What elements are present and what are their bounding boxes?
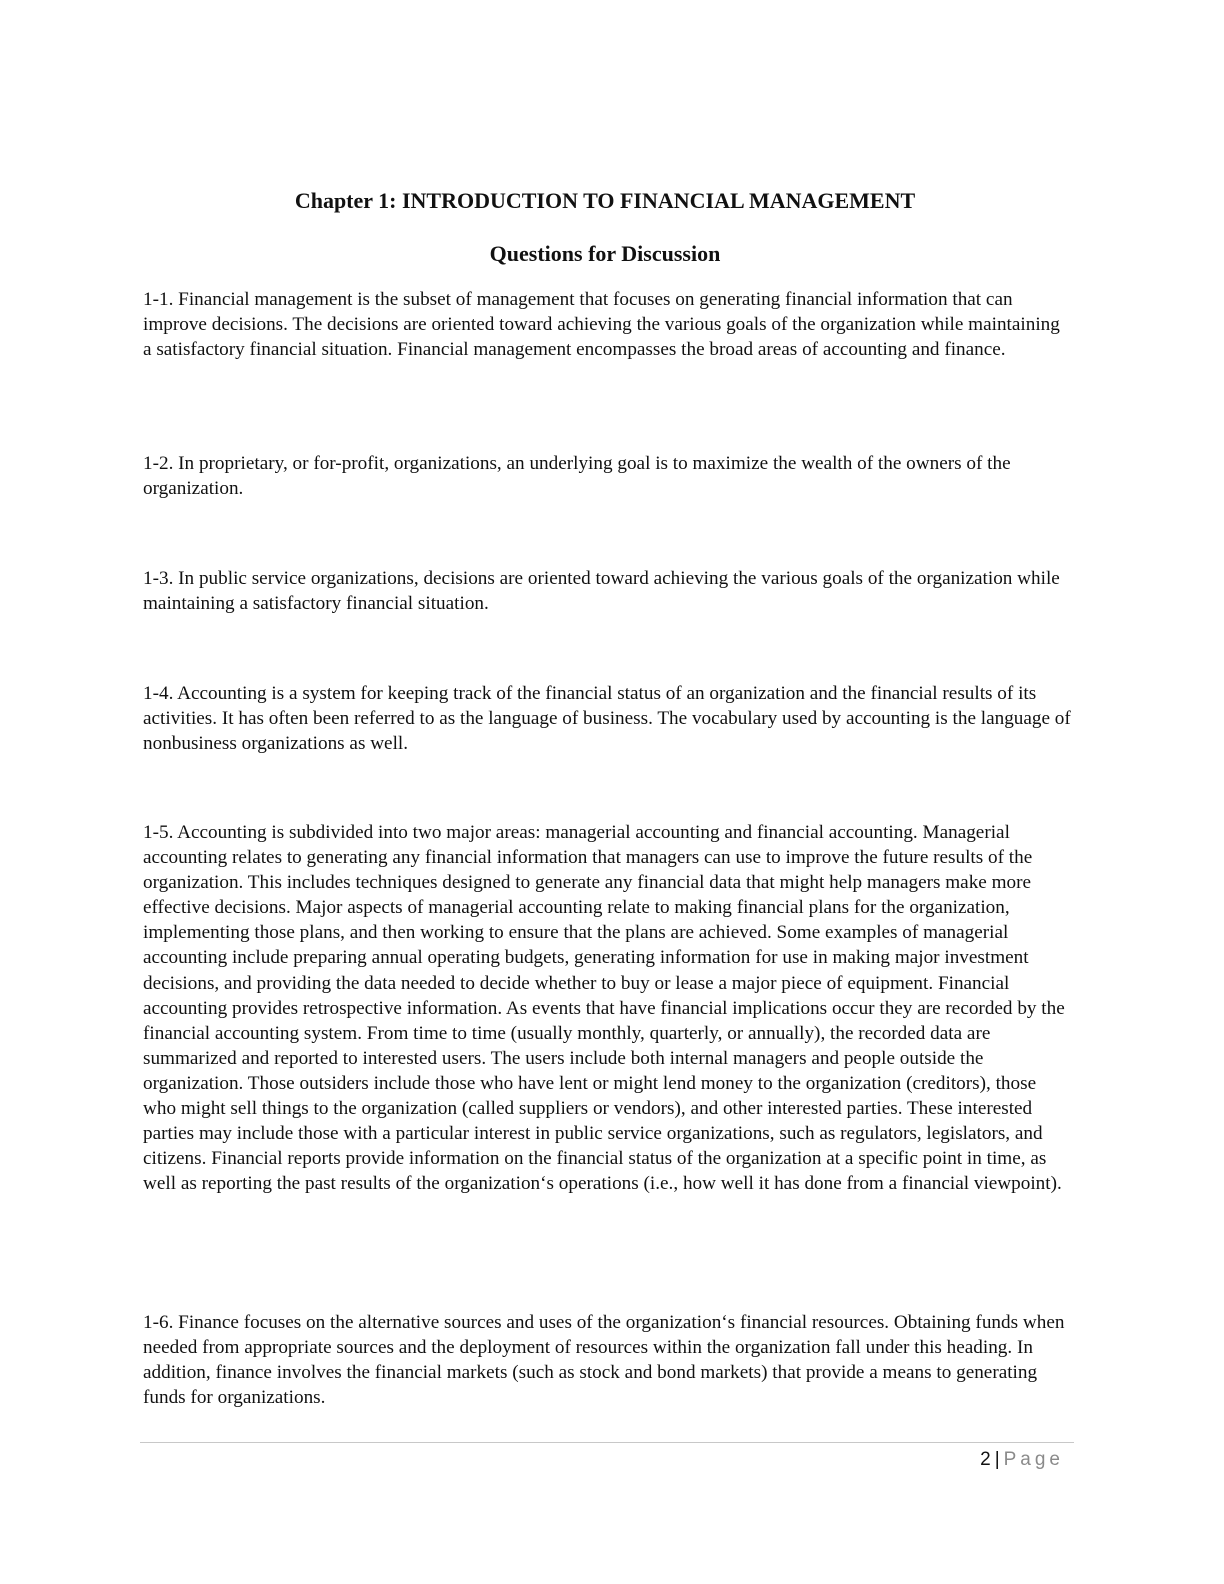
footer-divider [140,1442,1074,1443]
paragraph-1-1: 1-1. Financial management is the subset of management that focuses on generating financial information that can improve decisions. The decisions are oriented toward achieving the various goals of the organization while maintaining a satisfactory financial situation. Financial management encompasses the broad areas of accounting and finance. [143,289,1060,361]
footer-separator: | [994,1449,1000,1470]
paragraph-1-6: 1-6. Finance focuses on the alternative sources and uses of the organization‘s financial resources. Obtaining funds when needed from appropriate sources and the deployment of resources within the organization fall under this heading. In addition, finance involves the financial markets (such as stock and bond markets) that provide a means to generating funds for organizations. [143,1312,1065,1409]
paragraph-1-2: 1-2. In proprietary, or for-profit, organizations, an underlying goal is to maximize the wealth of the owners of the organization. [143,453,1011,500]
paragraph-1-4: 1-4. Accounting is a system for keeping track of the financial status of an organization and the financial results of its activities. It has often been referred to as the language of business. The vocabulary used by accounting is the language of nonbusiness organizations as well. [143,683,1071,755]
page-label: Page [1003,1449,1064,1470]
paragraph-1-3: 1-3. In public service organizations, decisions are oriented toward achieving the various goals of the organization while maintaining a satisfactory financial situation. [143,568,1060,615]
page-footer [980,1447,1064,1473]
chapter-title: Chapter 1: INTRODUCTION TO FINANCIAL MANAGEMENT [294,188,916,213]
section-title: Questions for Discussion [489,241,721,266]
paragraph-1-5: 1-5. Accounting is subdivided into two major areas: managerial accounting and financial accounting. Managerial accounting relates to generating any financial information that managers can use to improve the future results of the organization. This includes techniques designed to generate any financial data that might help managers make more effective decisions. Major aspects of managerial accounting relate to making financial plans for the organization, implementing those plans, and then working to ensure that the plans are achieved. Some examples of managerial accounting include preparing annual operating budgets, generating information for use in making major investment decisions, and providing the data needed to decide whether to buy or lease a major piece of equipment. Financial accounting provides retrospective information. As events that have financial implications occur they are recorded by the financial accounting system. From time to time (usually monthly, quarterly, or annually), the recorded data are summarized and reported to interested users. The users include both internal managers and people outside the organization. Those outsiders include those who have lent or might lend money to the organization (creditors), those who might sell things to the organization (called suppliers or vendors), and other interested parties. These interested parties may include those with a particular interest in public service organizations, such as regulators, legislators, and citizens. Financial reports provide information on the financial status of the organization at a specific point in time, as well as reporting the past results of the organization‘s operations (i.e., how well it has done from a financial viewpoint). [143,822,1065,1195]
page-number: 2 [980,1449,991,1470]
